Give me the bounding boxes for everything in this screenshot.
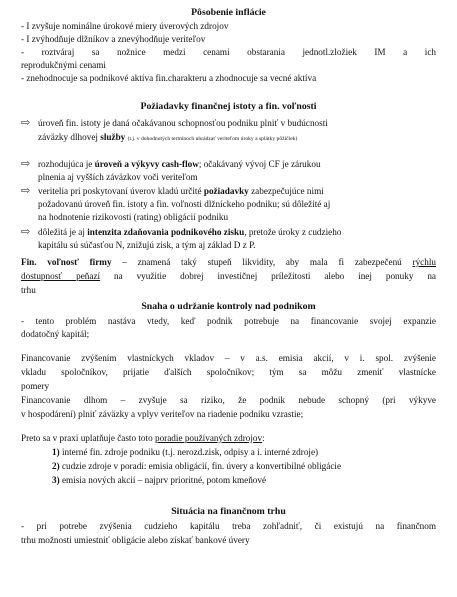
bold-text: intenzita zdaňovania podnikového zisku (87, 227, 245, 237)
small-note: (t.j. v dohodnutých termínoch uhrádzať veriteľom úroky a splátky pôžičiek) (127, 136, 298, 142)
text-span: : (262, 433, 265, 443)
text-line (38, 158, 457, 170)
text-line (38, 185, 457, 197)
text-line: Financovanie dlhom – zvyšuje sa riziko, že podnik nebude schopný (pri výkyve (21, 395, 436, 405)
bold-text: Fin. voľnosť firmy (21, 257, 112, 267)
list-text: cudzie zdroje v poradí: emisia obligácií, fin. úvery a konvertibilné obligácie (61, 461, 342, 471)
list-item (52, 474, 457, 486)
bold-text: služby (100, 132, 126, 142)
underlined-text: dostupnosť peňazí (21, 271, 101, 281)
section-title-financial-security: Požiadavky finančnej istoty a fin. voľnosti (140, 101, 317, 112)
text-span: , pretože úroky z cudzieho (244, 227, 342, 237)
text-line: vkladu spoločníkov, prijatie ďalších spoločníkov; tým sa môžu zmeniť vlastnícke (21, 367, 436, 377)
section-title-financial-market: Situácia na finančnom trhu (171, 506, 286, 517)
text-line: reprodukčnými cenami (21, 60, 106, 70)
underlined-text: rýchlu (412, 257, 436, 267)
bold-text: úroveň a výkyvy cash-flow (94, 159, 199, 169)
text-line (21, 256, 436, 268)
section-title-inflation: Pôsobenie inflácie (191, 7, 266, 18)
text-line: - I zvyšuje nominálne úrokové miery úverových zdrojov (21, 21, 229, 31)
text-line: trhu (21, 285, 36, 295)
text-line (38, 226, 457, 238)
underlined-text: poradie používaných zdrojov (154, 433, 263, 443)
text-line: kapitálu sú súčasťou N, znižujú zisk, a tým aj základ D z P. (38, 240, 256, 250)
text-line: na hodnotenie rizikovosti (rating) obligácií podniku (38, 212, 229, 222)
list-number: 3) (52, 475, 60, 485)
list-item (52, 460, 457, 472)
text-span: zabezpečujúce nimi (248, 186, 324, 196)
text-line: plnenia aj vyšších záväzkov voči veriteľom (38, 172, 198, 182)
text-line: - znehodnocuje sa podnikové aktíva fin.charakteru a zhodnocuje sa vecné aktíva (21, 73, 317, 83)
list-item (52, 446, 457, 458)
text-line: trhu možnosti umiestniť obligácie alebo získať bankové úvery (21, 535, 250, 545)
text-line: - tento problém nastáva vtedy, keď podnik potrebuje na financovanie svojej expanzie (21, 316, 436, 326)
text-line: úroveň fin. istoty je daná očakávanou schopnosťou podniku plniť v budúcnosti (38, 118, 328, 128)
text-line (38, 131, 457, 145)
arrow-bullet-icon: ⇨ (21, 117, 31, 129)
text-line: - I zvýhodňuje dlžníkov a znevýhodňuje veriteľov (21, 34, 206, 44)
text-line: dodatočný kapitál; (21, 329, 90, 339)
section-title-control: Snaha o udržanie kontroly nad podnikom (141, 301, 316, 312)
text-line: pomery (21, 381, 50, 391)
list-text: emisia nových akcií – najprv prioritné, potom kmeňové (61, 475, 267, 485)
text-span: – znamená taký stupeň likvidity, aby mala fi zabezpečenú (111, 257, 413, 267)
arrow-bullet-icon: ⇨ (21, 185, 31, 197)
text-span: veritelia pri poskytovaní úverov kladú určité (38, 186, 204, 196)
arrow-bullet-icon: ⇨ (21, 226, 31, 238)
text-span: rozhodujúca je (38, 159, 95, 169)
list-number: 2) (52, 461, 60, 471)
text-span: dôležitá je aj (38, 227, 88, 237)
text-span: Preto sa v praxi uplatňuje často toto (21, 433, 155, 443)
text-line: - roztváraj sa nožnice medzi cenami obstarania jednotl.zložiek IM a ich (21, 47, 436, 57)
text-line: - pri potrebe zvýšenia cudzieho kapitálu treba zohľadniť, či existujú na finančnom (21, 521, 436, 531)
list-text: interné fin. zdroje podniku (t.j. nerozd.zisk, odpisy a i. interné zdroje) (61, 447, 319, 457)
text-line: požadovanú úroveň fin. istoty a fin. voľnosti dlžníckeho podniku; sú dôležité aj (38, 199, 331, 209)
text-span: na využitie dobrej investičnej príležitosti alebo inej ponuky na (100, 271, 436, 281)
text-line: Financovanie zvýšením vlastníckych vkladov – v a.s. emisia akcií, v i. spol. zvýšenie (21, 353, 436, 363)
arrow-bullet-icon: ⇨ (21, 158, 31, 170)
text-span: ; očakávaný vývoj CF je zárukou (198, 159, 321, 169)
text-line: v hospodárení) plniť záväzky a vplyv veriteľov na riadenie podniku vzrastie; (21, 409, 304, 419)
list-number: 1) (52, 447, 60, 457)
text-line (21, 270, 436, 282)
text-span: záväzky dlhovej (38, 132, 101, 142)
bold-text: požiadavky (203, 186, 249, 196)
text-line (21, 432, 457, 444)
